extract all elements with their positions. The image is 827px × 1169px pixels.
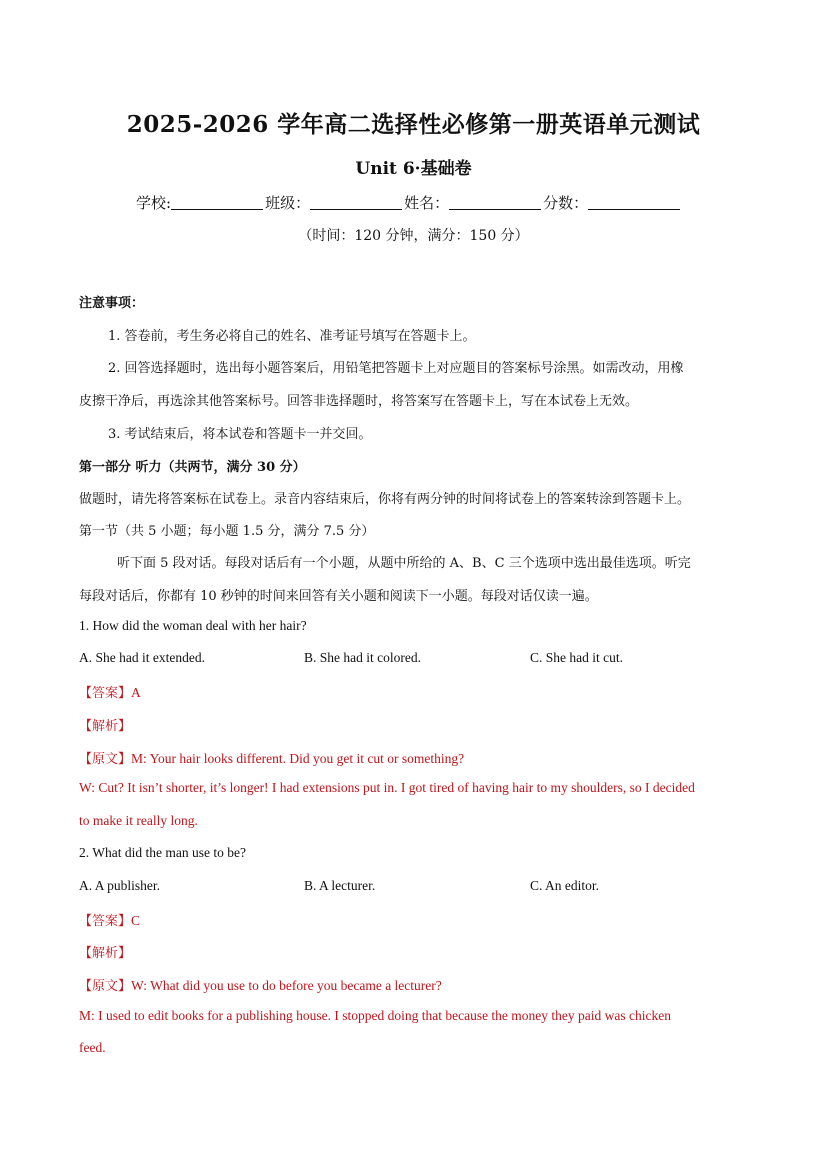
student-info-line — [136, 192, 682, 213]
notice-item-2-cont: 皮擦干净后，再选涂其他答案标号。回答非选择题时，将答案写在答题卡上，写在本试卷上无效。 — [79, 394, 639, 409]
part-1-instruction: 听下面 5 段对话。每段对话后有一个小题，从题中所给的 A、B、C 三个选项中选出最佳选项。听完 — [117, 556, 691, 571]
notice-heading: 注意事项： — [79, 296, 145, 311]
school-blank[interactable] — [171, 195, 263, 210]
section-1-heading: 第一部分 听力（共两节，满分 30 分） — [79, 460, 306, 475]
transcript-line: W: What did you use to do before you became a lecturer? — [131, 978, 442, 993]
score-blank[interactable] — [588, 195, 680, 210]
name-label: 姓名： — [404, 194, 450, 212]
page-title: 2025-2026 学年高二选择性必修第一册英语单元测试 — [126, 111, 701, 138]
question-2-analysis-label: 【解析】 — [79, 946, 132, 961]
question-2-option-b: B. A lecturer. — [304, 878, 376, 893]
question-1-analysis-label: 【解析】 — [79, 719, 132, 734]
question-1-option-c: C. She had it cut. — [530, 650, 623, 665]
class-label: 班级： — [265, 194, 311, 212]
question-2-transcript-line-3: feed. — [79, 1040, 106, 1055]
answer-value: C — [131, 913, 141, 928]
part-1-instruction-cont: 每段对话后，你都有 10 秒钟的时间来回答有关小题和阅读下一小题。每段对话仅读一遍。 — [79, 589, 598, 604]
question-1-transcript-line-2: W: Cut? It isn’t shorter, it’s longer! I had extensions put in. I got tired of having hair to my shoulders, so I decided — [79, 780, 695, 795]
answer-label: 【答案】 — [79, 686, 132, 701]
question-1-answer — [79, 682, 141, 701]
transcript-label: 【原文】 — [79, 979, 132, 994]
notice-item-1: 1. 答卷前，考生务必将自己的姓名、准考证号填写在答题卡上。 — [108, 329, 476, 344]
notice-item-3: 3. 考试结束后，将本试卷和答题卡一并交回。 — [108, 427, 372, 442]
question-2-transcript-line-2: M: I used to edit books for a publishing house. I stopped doing that because the money they paid was chicken — [79, 1008, 672, 1023]
question-1-option-b: B. She had it colored. — [304, 650, 421, 665]
class-blank[interactable] — [310, 195, 402, 210]
page-subtitle: Unit 6·基础卷 — [355, 159, 472, 179]
school-label: 学校: — [136, 194, 172, 212]
question-2-answer — [79, 910, 140, 929]
question-2-transcript — [79, 975, 442, 994]
question-1-stem: 1. How did the woman deal with her hair? — [79, 618, 307, 633]
question-1-transcript-line-3: to make it really long. — [79, 813, 198, 828]
answer-label: 【答案】 — [79, 914, 132, 929]
section-1-instruction: 做题时，请先将答案标在试卷上。录音内容结束后，你将有两分钟的时间将试卷上的答案转涂到答题卡上。 — [79, 492, 691, 507]
question-1-transcript — [79, 748, 464, 767]
question-2-option-c: C. An editor. — [530, 878, 600, 893]
score-label: 分数： — [543, 194, 589, 212]
notice-item-2: 2. 回答选择题时，选出每小题答案后，用铅笔把答题卡上对应题目的答案标号涂黑。如需改动，用橡 — [108, 361, 684, 376]
question-2-option-a: A. A publisher. — [79, 878, 161, 893]
time-info: （时间：120 分钟，满分：150 分） — [298, 228, 529, 244]
name-blank[interactable] — [449, 195, 541, 210]
part-1-heading: 第一节（共 5 小题；每小题 1.5 分，满分 7.5 分） — [79, 524, 375, 539]
answer-value: A — [131, 685, 141, 700]
question-1-option-a: A. She had it extended. — [79, 650, 205, 665]
transcript-line: M: Your hair looks different. Did you get it cut or something? — [131, 751, 465, 766]
transcript-label: 【原文】 — [79, 752, 132, 767]
question-2-stem: 2. What did the man use to be? — [79, 845, 246, 860]
